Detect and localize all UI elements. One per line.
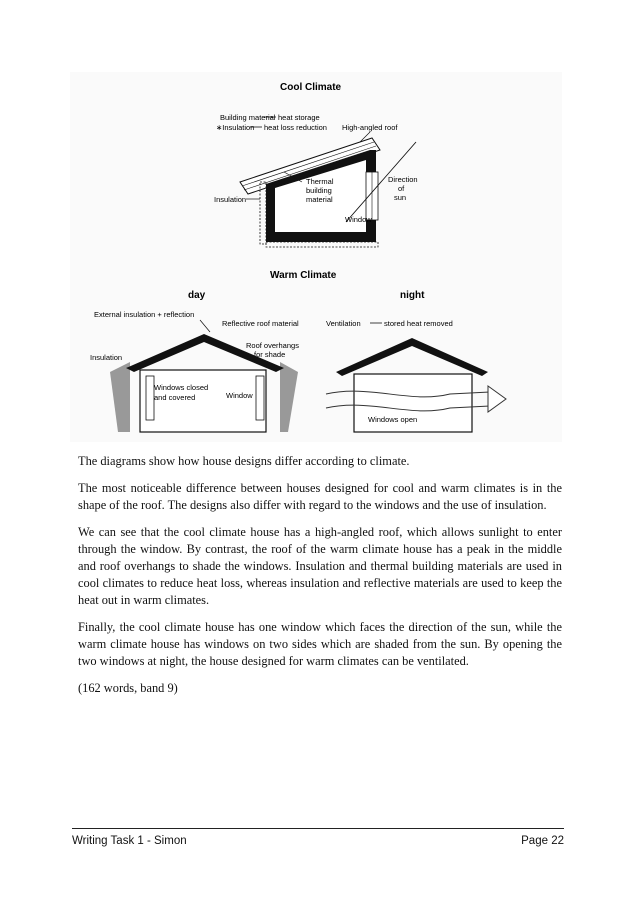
footer-title: Writing Task 1 - Simon [72, 835, 187, 847]
paragraph-1: The diagrams show how house designs differ according to climate. [78, 454, 410, 468]
cool-insulation-label: Insulation [214, 195, 247, 204]
paragraph-3: We can see that the cool climate house has a high-angled roof, which allows sunlight to enter through the window. By contrast, the roof of the warm climate house has a peak in the middle and roof overhangs to shade the windows. Insulation and thermal building materials are used in cool climates to reduce heat loss, whereas insulation and reflective materials are used to keep the heat out in warm climates. [78, 525, 562, 607]
legend-insulation: ∗Insulation [216, 123, 255, 132]
closed-label-1: Windows closed [154, 383, 209, 392]
cool-climate-title: Cool Climate [280, 82, 342, 93]
essay-text [78, 453, 562, 707]
word-count: (162 words, band 9) [78, 681, 178, 695]
legend-material: Building material [220, 113, 276, 122]
day-window-label: Window [226, 391, 253, 400]
direction-label-3: sun [394, 193, 407, 202]
climate-house-diagram [70, 72, 562, 442]
warm-insulation-label: Insulation [90, 353, 123, 362]
warm-climate-title: Warm Climate [270, 270, 337, 281]
page-number: Page 22 [521, 835, 564, 847]
cool-window-label: Window [345, 215, 372, 224]
overhang-label-1: Roof overhangs [246, 341, 299, 350]
high-angled-roof-label: High-angled roof [342, 123, 398, 132]
paragraph-4: Finally, the cool climate house has one window which faces the direction of the sun, while the warm climate house has windows on two sides which are shaded from the sun. By opening the two windows at night, the house designed for warm climates can be ventilated. [78, 620, 562, 668]
paragraph-2: The most noticeable difference between houses designed for cool and warm climates is in the shape of the roof. The designs also differ with regard to the windows and the use of insulation. [78, 481, 562, 512]
direction-label-1: Direction [388, 175, 418, 184]
reflective-label: Reflective roof material [222, 319, 299, 328]
night-title: night [400, 290, 425, 301]
direction-label-2: of [398, 184, 405, 193]
windows-open-label: Windows open [368, 415, 418, 424]
stored-label: stored heat removed [384, 319, 453, 328]
page-footer [72, 828, 564, 847]
legend-reduction: heat loss reduction [264, 123, 327, 132]
legend-storage: heat storage [278, 113, 320, 122]
thermal-label-2: building [306, 186, 332, 195]
diagram-svg [70, 72, 562, 442]
external-label: External insulation + reflection [94, 310, 195, 319]
thermal-label-3: material [306, 195, 333, 204]
ventilation-label: Ventilation [326, 319, 361, 328]
day-title: day [188, 290, 206, 301]
thermal-label-1: Thermal [306, 177, 334, 186]
closed-label-2: and covered [154, 393, 196, 402]
overhang-label-2: for shade [254, 350, 286, 359]
